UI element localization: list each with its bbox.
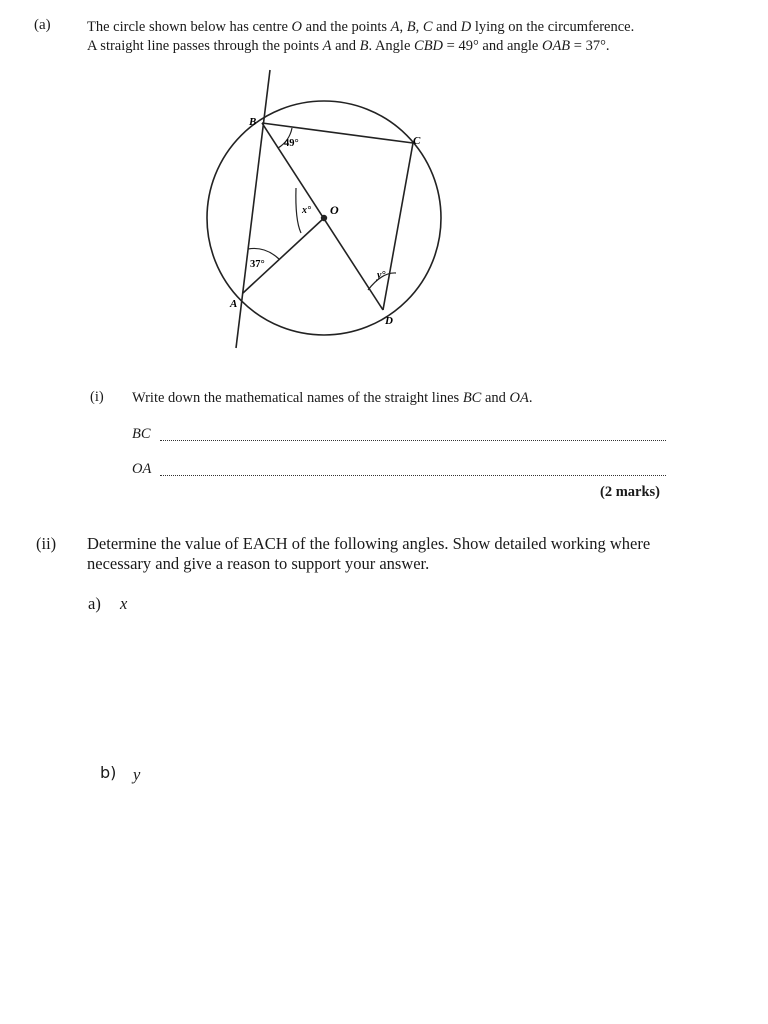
part-ii-label: (ii) <box>36 534 57 553</box>
label-d: D <box>385 315 393 327</box>
angle-label-x: x° <box>302 205 311 216</box>
label-o: O <box>330 203 339 217</box>
arc-37 <box>248 248 279 259</box>
answer-oa-line[interactable] <box>160 475 666 476</box>
circle-diagram <box>0 0 768 380</box>
sub-a-variable: x <box>120 594 128 613</box>
part-i-question: Write down the mathematical names of the straight lines BC and OA. <box>132 390 533 406</box>
part-ii-line-2: necessary and give a reason to support your answer. <box>87 554 430 573</box>
marks-label: (2 marks) <box>600 484 661 500</box>
answer-bc-label: BC <box>132 426 151 442</box>
part-ii-line-1: Determine the value of EACH of the following angles. Show detailed working where <box>87 534 651 553</box>
part-a-label: (a) <box>34 17 51 33</box>
angle-label-49: 49° <box>284 138 299 149</box>
label-c: C <box>413 135 421 147</box>
radius-ao <box>243 218 324 293</box>
angle-label-37: 37° <box>250 259 265 270</box>
sub-a-label: a) <box>88 594 101 613</box>
question-line-1: The circle shown below has centre O and the points A, B, C and D lying on the circumference. <box>87 19 635 35</box>
line-ab <box>236 70 270 348</box>
answer-bc-line[interactable] <box>160 440 666 441</box>
label-b: B <box>249 116 257 128</box>
arc-x <box>296 188 301 233</box>
sub-b-label: b) <box>100 763 117 782</box>
centre-dot <box>321 215 327 221</box>
sub-b-variable: y <box>133 765 141 784</box>
answer-oa-label: OA <box>132 461 152 477</box>
angle-label-y: y° <box>377 270 386 281</box>
question-line-2: A straight line passes through the points A and B. Angle CBD = 49° and angle OAB = 37°. <box>87 38 610 54</box>
chord-cd <box>383 143 413 310</box>
label-a: A <box>230 298 238 310</box>
part-i-label: (i) <box>90 389 104 405</box>
